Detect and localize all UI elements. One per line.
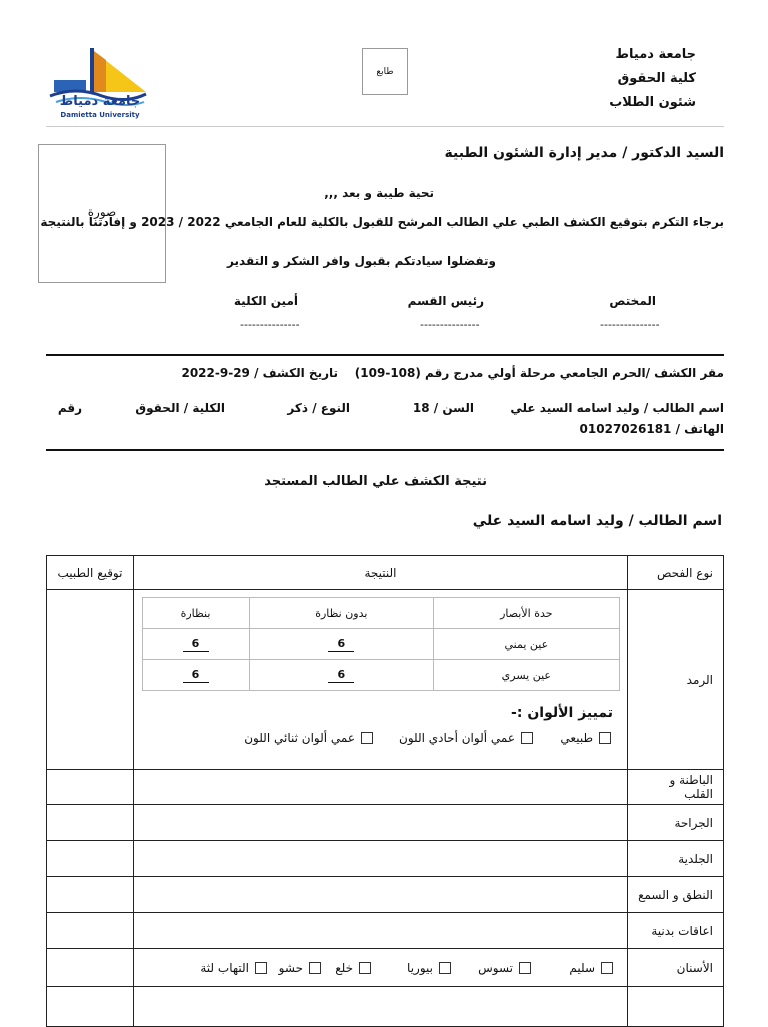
- teeth-result-cell: [134, 949, 628, 987]
- table-header-row: [47, 556, 724, 590]
- teeth-options: [144, 961, 617, 975]
- logo-icon: [46, 42, 154, 122]
- vision-right-with: 6: [142, 629, 249, 660]
- table-row: [47, 770, 724, 805]
- letter-addressee: السيد الدكتور / مدير إدارة الشئون الطبية: [444, 145, 724, 161]
- university-logo: [46, 42, 154, 122]
- vision-left-without: 6: [249, 660, 434, 691]
- result-title: نتيجة الكشف علي الطالب المستجد: [264, 474, 487, 489]
- teeth-option-extraction[interactable]: خلع: [321, 961, 371, 975]
- color-vision-options: [140, 731, 611, 745]
- result-student-name: اسم الطالب / وليد اسامه السيد علي: [472, 513, 722, 529]
- row-label-surgery: الجراحة: [628, 805, 724, 841]
- row-signature: [47, 805, 134, 841]
- vision-header-with-glasses: بنظارة: [142, 598, 249, 629]
- checkbox-icon[interactable]: [439, 962, 451, 974]
- row-label-internal: الباطنة و القلب: [628, 770, 724, 805]
- teeth-option-healthy[interactable]: سليم: [531, 961, 613, 975]
- faculty-name: كلية الحقوق: [617, 71, 696, 86]
- vision-header-acuity: حدة الأبصار: [434, 598, 619, 629]
- exam-location: مقر الكشف /الحرم الجامعي مرحلة أولي مدرج رقم (108-109): [354, 366, 724, 380]
- signature-secretary: أمين الكلية: [233, 294, 298, 308]
- checkbox-icon[interactable]: [601, 962, 613, 974]
- vision-left-eye-label: عين يسري: [434, 660, 619, 691]
- letter-closing: وتفضلوا سيادتكم بقبول وافر الشكر و التقدير: [227, 254, 496, 268]
- teeth-option-filling[interactable]: حشو: [267, 961, 321, 975]
- vision-right-eye-label: عين يمني: [434, 629, 619, 660]
- row-label-disabilities: اعاقات بدنية: [628, 913, 724, 949]
- table-row: [47, 841, 724, 877]
- student-faculty: الكلية / الحقوق: [135, 401, 225, 415]
- color-option-dichromat[interactable]: عمي ألوان ثنائي اللون: [244, 731, 373, 745]
- row-result: [134, 841, 628, 877]
- vision-header-without-glasses: بدون نظارة: [249, 598, 434, 629]
- department-name: شئون الطلاب: [609, 95, 696, 110]
- table-row-empty: [47, 987, 724, 1027]
- checkbox-icon[interactable]: [519, 962, 531, 974]
- table-row: [47, 805, 724, 841]
- signature-specialist: المختص: [609, 294, 656, 308]
- table-row-eyes: [47, 590, 724, 770]
- row-result: [134, 805, 628, 841]
- header-divider: [46, 126, 724, 127]
- letter-greeting: تحية طيبة و بعد ,,,: [324, 186, 434, 200]
- signature-head: رئيس القسم: [407, 294, 484, 308]
- header-exam-type: نوع الفحص: [628, 556, 724, 590]
- row-signature: [47, 877, 134, 913]
- checkbox-icon[interactable]: [309, 962, 321, 974]
- row-label-dermatology: الجلدية: [628, 841, 724, 877]
- row-result: [134, 770, 628, 805]
- section-divider-top: [46, 354, 724, 356]
- row-signature: [47, 841, 134, 877]
- header-doctor-signature: توقيع الطبيب: [47, 556, 134, 590]
- vision-left-with: 6: [142, 660, 249, 691]
- student-phone: الهاتف / 01027026181: [579, 422, 724, 436]
- signature-line-head: ---------------: [420, 318, 480, 331]
- student-age: السن / 18: [412, 401, 474, 415]
- photo-label: صورة: [87, 204, 117, 219]
- medical-exam-table: [46, 555, 724, 1027]
- teeth-signature-cell: [47, 949, 134, 987]
- logo-text-ar: جامعة دمياط: [59, 94, 141, 109]
- stamp-box: [362, 48, 408, 95]
- eyes-signature-cell: [47, 590, 134, 770]
- vision-table: [142, 597, 620, 691]
- stamp-label: طابع: [376, 66, 394, 77]
- student-name-info: اسم الطالب / وليد اسامه السيد علي: [510, 401, 724, 415]
- checkbox-icon[interactable]: [359, 962, 371, 974]
- row-result: [134, 913, 628, 949]
- checkbox-icon[interactable]: [521, 732, 533, 744]
- logo-text-en: Damietta University: [60, 111, 140, 119]
- row-label-eyes: الرمد: [628, 590, 724, 770]
- row-signature: [47, 770, 134, 805]
- signature-line-secretary: ---------------: [240, 318, 300, 331]
- section-divider-bottom: [46, 449, 724, 451]
- photo-box: [38, 144, 166, 283]
- row-label-teeth: الأسنان: [628, 949, 724, 987]
- student-gender: النوع / ذكر: [287, 401, 350, 415]
- teeth-option-pyorrhea[interactable]: بيوريا: [371, 961, 451, 975]
- row-result: [134, 877, 628, 913]
- checkbox-icon[interactable]: [255, 962, 267, 974]
- row-label-speech-hearing: النطق و السمع: [628, 877, 724, 913]
- color-vision-title: تمييز الألوان :-: [511, 705, 613, 721]
- student-number: رقم: [57, 401, 82, 415]
- color-option-monochrome[interactable]: عمي ألوان أحادي اللون: [373, 731, 533, 745]
- table-row: [47, 877, 724, 913]
- checkbox-icon[interactable]: [361, 732, 373, 744]
- university-name: جامعة دمياط: [615, 47, 696, 62]
- table-row-teeth: [47, 949, 724, 987]
- signature-line-specialist: ---------------: [600, 318, 660, 331]
- teeth-option-gingivitis[interactable]: التهاب لثة: [200, 961, 267, 975]
- header-result: النتيجة: [134, 556, 628, 590]
- exam-date: تاريخ الكشف / 29-9-2022: [181, 366, 338, 380]
- table-row: [47, 913, 724, 949]
- row-signature: [47, 913, 134, 949]
- vision-right-without: 6: [249, 629, 434, 660]
- teeth-option-caries[interactable]: تسوس: [451, 961, 531, 975]
- checkbox-icon[interactable]: [599, 732, 611, 744]
- letter-body: برجاء التكرم بتوقيع الكشف الطبي علي الطالب المرشح للقبول بالكلية للعام الجامعي 2022 / 2023 و إفادتنا بالنتيجة: [40, 215, 724, 229]
- eyes-result-cell: [134, 590, 628, 770]
- color-option-normal[interactable]: طبيعي: [533, 731, 611, 745]
